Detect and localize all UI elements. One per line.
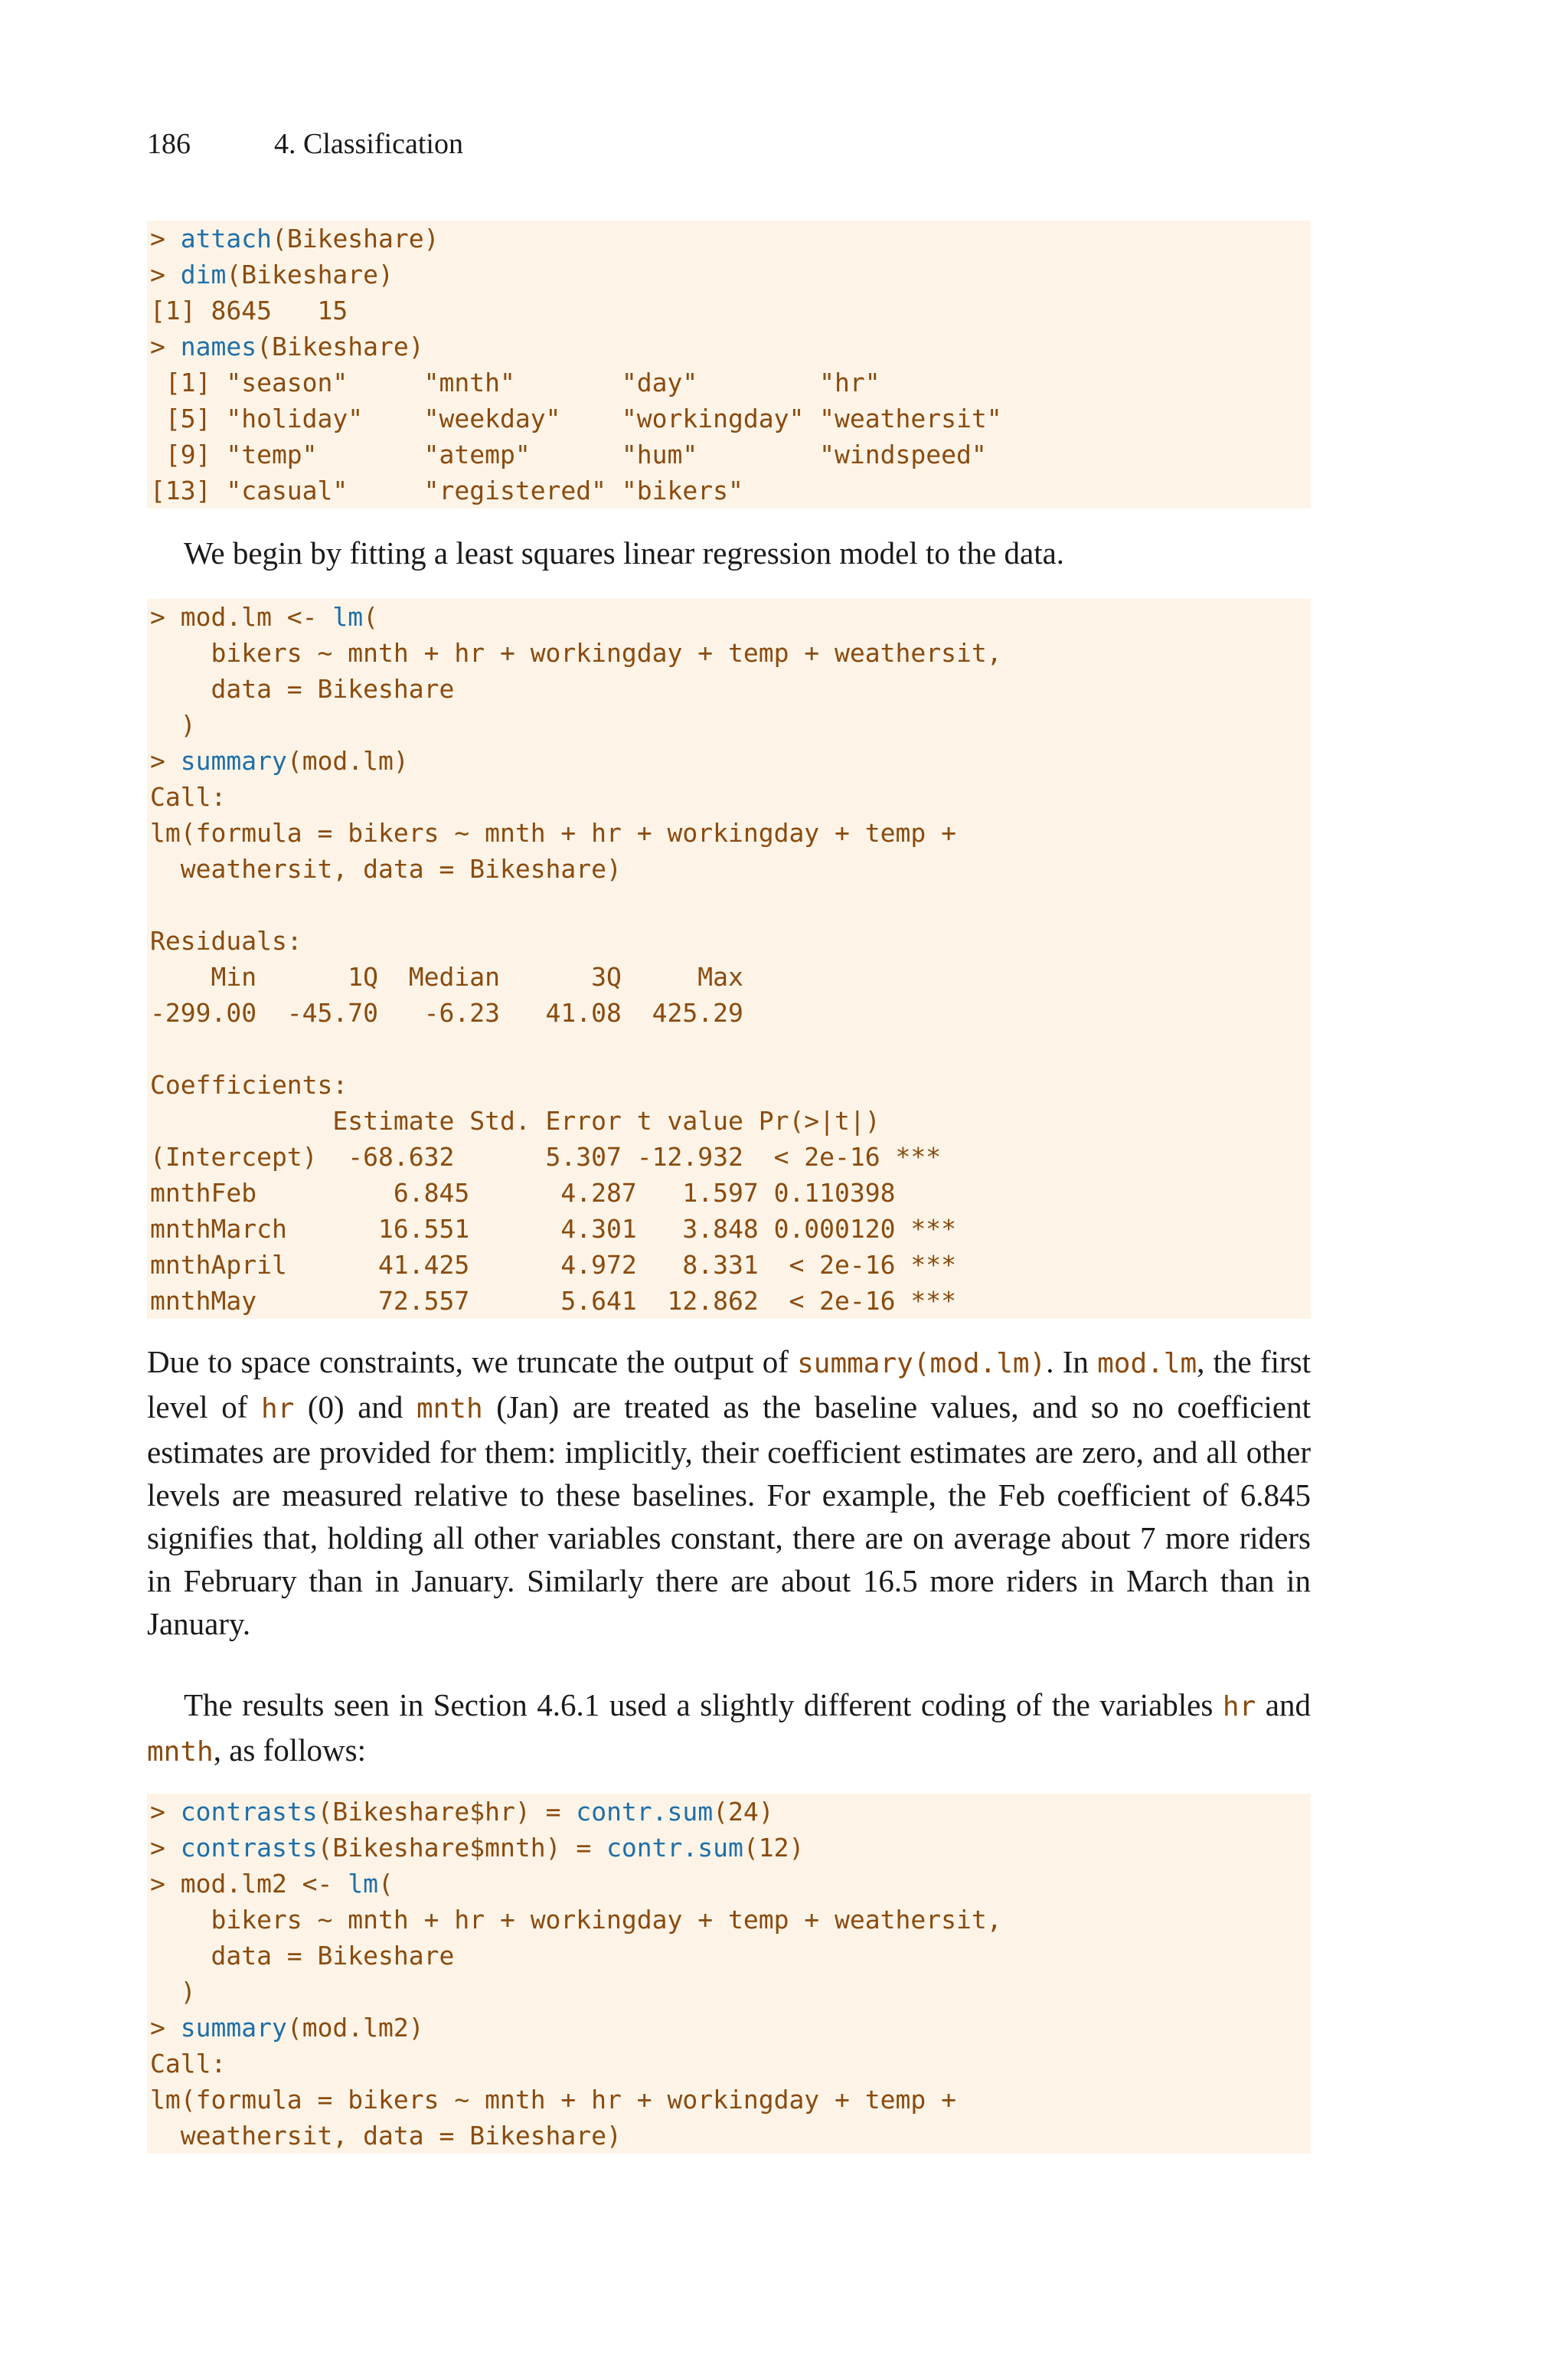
code-text: data = Bikeshare [150, 1941, 455, 1971]
code-line [150, 815, 1311, 851]
code-line [150, 2046, 1311, 2082]
inline-code: mnth [147, 1736, 214, 1768]
code-text: lm(formula = bikers ~ mnth + hr + workingday + temp + [150, 2085, 956, 2115]
code-line [150, 437, 1311, 473]
paragraph-text: (0) and [294, 1389, 416, 1425]
code-text: weathersit, data = Bikeshare) [150, 854, 622, 884]
code-function-name: contrasts [180, 1833, 318, 1863]
code-text: Min 1Q Median 3Q Max [150, 962, 743, 992]
code-text: ( [363, 602, 379, 632]
code-text: > mod.lm2 <- [150, 1869, 348, 1899]
code-text: lm(formula = bikers ~ mnth + hr + workingday + temp + [150, 818, 956, 848]
code-text: ) [150, 710, 196, 740]
code-line [150, 1211, 1311, 1247]
code-text: bikers ~ mnth + hr + workingday + temp + weathersit, [150, 1905, 1002, 1935]
code-function-name: lm [348, 1869, 379, 1899]
code-text: (24) [713, 1797, 774, 1827]
paragraph-text: The results seen in Section 4.6.1 used a slightly different coding of the variables [184, 1687, 1223, 1722]
code-line [150, 599, 1311, 635]
code-line [150, 365, 1311, 401]
code-text: mnthFeb 6.845 4.287 1.597 0.110398 [150, 1178, 896, 1208]
code-line [150, 2118, 1311, 2154]
code-line [150, 1067, 1311, 1103]
page-number: 186 [147, 128, 191, 160]
code-line [150, 2082, 1311, 2118]
code-text: bikers ~ mnth + hr + workingday + temp + weathersit, [150, 638, 1002, 668]
code-line [150, 1902, 1311, 1938]
code-text: (Bikeshare$hr) = [317, 1797, 577, 1827]
code-text: [1] 8645 15 [150, 296, 348, 325]
code-function-name: names [180, 332, 257, 361]
code-text: mnthApril 41.425 4.972 8.331 < 2e-16 *** [150, 1250, 956, 1280]
code-function-name: summary [180, 2013, 287, 2043]
code-text: ( [378, 1869, 394, 1899]
code-function-name: summary [180, 746, 287, 776]
code-text: ) [150, 1977, 196, 2007]
code-line [150, 743, 1311, 779]
code-block-lm [147, 599, 1311, 1319]
code-text: > [150, 1797, 181, 1827]
code-line [150, 1866, 1311, 1902]
code-text: > [150, 332, 181, 361]
code-text: > [150, 260, 181, 289]
code-text: (Bikeshare$mnth) = [317, 1833, 607, 1863]
code-line [150, 1830, 1311, 1866]
inline-code: hr [260, 1393, 295, 1425]
code-text: (Bikeshare) [271, 224, 439, 254]
code-text: (mod.lm2) [286, 2013, 424, 2043]
code-text: Call: [150, 2049, 227, 2079]
code-line [150, 1974, 1311, 2010]
code-text: data = Bikeshare [150, 674, 455, 704]
code-text: Coefficients: [150, 1070, 348, 1100]
code-text: > [150, 224, 181, 254]
code-text: > [150, 2013, 181, 2043]
chapter-title: 4. Classification [274, 128, 463, 160]
inline-code: mod.lm [1097, 1348, 1197, 1379]
code-function-name: contr.sum [606, 1833, 743, 1863]
code-line [150, 779, 1311, 815]
code-function-name: lm [332, 602, 364, 632]
paragraph-truncate [147, 1340, 1311, 1645]
code-line [150, 329, 1311, 365]
code-line [150, 851, 1311, 887]
paragraph-text: , as follows: [213, 1732, 366, 1768]
code-text: [1] "season" "mnth" "day" "hr" [150, 368, 880, 397]
code-line [150, 2010, 1311, 2046]
code-function-name: contr.sum [576, 1797, 714, 1827]
code-text: (Bikeshare) [226, 260, 394, 289]
code-line [150, 257, 1311, 293]
page-header [147, 127, 463, 161]
code-line [150, 707, 1311, 743]
code-line [150, 1103, 1311, 1139]
code-line [150, 1938, 1311, 1974]
code-line [150, 1247, 1311, 1283]
code-line [150, 635, 1311, 671]
code-line [150, 1175, 1311, 1211]
code-text: [13] "casual" "registered" "bikers" [150, 476, 743, 505]
code-block-attach [147, 221, 1311, 509]
inline-code: hr [1222, 1691, 1256, 1722]
code-function-name: dim [180, 260, 227, 289]
code-line [150, 1139, 1311, 1175]
code-text: > [150, 1833, 181, 1863]
code-line [150, 1031, 1311, 1067]
code-line [150, 293, 1311, 329]
code-text: weathersit, data = Bikeshare) [150, 2121, 622, 2151]
code-line [150, 959, 1311, 995]
inline-code: mnth [416, 1393, 483, 1425]
paragraph-text: Due to space constraints, we truncate the output of [147, 1344, 798, 1379]
paragraph-intro [147, 532, 1311, 574]
paragraph-text: . In [1046, 1344, 1098, 1379]
code-text: [9] "temp" "atemp" "hum" "windspeed" [150, 440, 987, 469]
code-text: (Intercept) -68.632 5.307 -12.932 < 2e-16 *** [150, 1142, 942, 1172]
code-line [150, 221, 1311, 257]
code-line [150, 995, 1311, 1031]
code-text: (Bikeshare) [256, 332, 424, 361]
code-line [150, 671, 1311, 707]
paragraph-coding [147, 1683, 1311, 1774]
code-function-name: contrasts [180, 1797, 318, 1827]
code-text: Estimate Std. Error t value Pr(>|t|) [150, 1106, 880, 1136]
code-text: [5] "holiday" "weekday" "workingday" "weathersit" [150, 404, 1002, 433]
code-text: > [150, 746, 181, 776]
paragraph-intro-text: We begin by fitting a least squares linear regression model to the data. [184, 535, 1065, 571]
code-line [150, 473, 1311, 509]
code-text: mnthMarch 16.551 4.301 3.848 0.000120 *** [150, 1214, 956, 1244]
paragraph-text: , the first level of [147, 1344, 1311, 1425]
inline-code: summary(mod.lm) [797, 1348, 1047, 1379]
paragraph-text: and [1256, 1687, 1312, 1722]
code-text: (mod.lm) [286, 746, 409, 776]
code-line [150, 1794, 1311, 1830]
code-text: mnthMay 72.557 5.641 12.862 < 2e-16 *** [150, 1286, 956, 1316]
code-text: -299.00 -45.70 -6.23 41.08 425.29 [150, 998, 743, 1028]
code-line [150, 1283, 1311, 1319]
code-text: Residuals: [150, 926, 302, 956]
code-line [150, 887, 1311, 923]
code-function-name: attach [180, 224, 272, 254]
code-text: (12) [743, 1833, 805, 1863]
code-line [150, 401, 1311, 437]
code-block-contrasts [147, 1794, 1311, 2154]
code-text: Call: [150, 782, 227, 812]
code-text: > mod.lm <- [150, 602, 333, 632]
code-line [150, 923, 1311, 959]
paragraph-text: (Jan) are treated as the baseline values, and so no coefficient estimates are provided for them: implicitly, their coefficient estimates are zero, and all other levels are measured relative to these baselines. For example, the Feb coefficient of 6.845 signifies that, holding all other variables constant, there are on average about 7 more riders in February than in January. Similarly there are about 16.5 more riders in March than in January. [147, 1389, 1311, 1641]
